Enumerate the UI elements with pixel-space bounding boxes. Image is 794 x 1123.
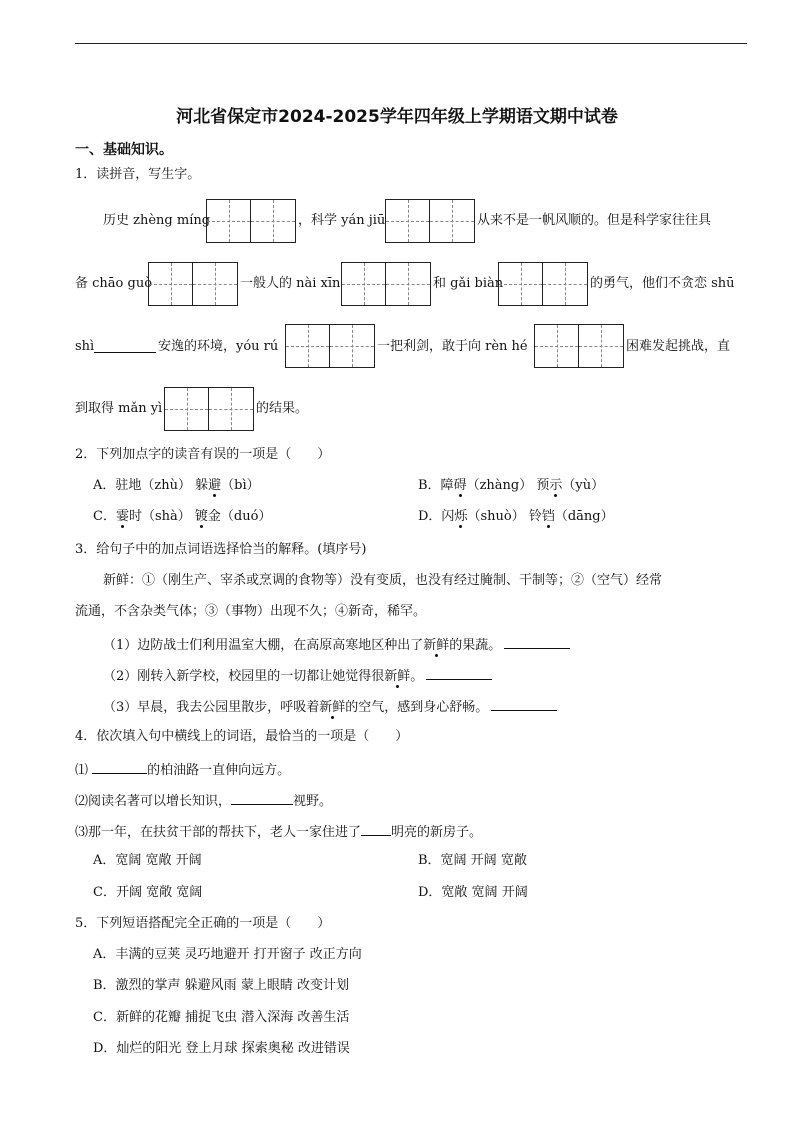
q1-text: 一把利剑，敢于向 rèn hé bbox=[377, 339, 528, 354]
q3-sentence-2: （2）刚转入新学校，校园里的一切都让她觉得很新鲜。 bbox=[103, 666, 492, 685]
q2-stem: 2．下列加点字的读音有误的一项是（ ） bbox=[75, 447, 331, 462]
q4-sentence-3: ⑶那一年，在扶贫干部的帮扶下，老人一家住进了 明亮的新房子。 bbox=[75, 822, 482, 841]
q1-text: 从来不是一帆风顺的。但是科学家往往具 bbox=[477, 213, 712, 228]
section-heading: 一、基础知识。 bbox=[75, 142, 173, 158]
answer-blank[interactable] bbox=[94, 339, 156, 358]
answer-blank[interactable] bbox=[426, 666, 492, 680]
q1-text: 安逸的环境，yóu rú bbox=[158, 339, 279, 354]
q5-option-d[interactable]: D．灿烂的阳光 登上月球 探索奥秘 改进错误 bbox=[93, 1041, 350, 1056]
q5-option-c[interactable]: C．新鲜的花瓣 捕捉飞虫 潜入深海 改善生活 bbox=[93, 1010, 350, 1025]
answer-blank[interactable] bbox=[231, 791, 293, 805]
answer-blank[interactable] bbox=[92, 760, 147, 774]
q3-definition: 新鲜：①（刚生产、宰杀或烹调的食物等）没有变质，也没有经过腌制、干制等；②（空气）经常 bbox=[103, 573, 663, 588]
q1-text: 的勇气，他们不贪恋 shū bbox=[590, 276, 735, 291]
char-grid-gaibian[interactable] bbox=[498, 262, 588, 306]
q4-sentence-2: ⑵阅读名著可以增长知识， 视野。 bbox=[75, 791, 332, 810]
q5-option-a[interactable]: A．丰满的豆荚 灵巧地避开 打开窗子 改正方向 bbox=[93, 947, 362, 962]
answer-blank[interactable] bbox=[491, 697, 557, 711]
q4-stem: 4．依次填入句中横线上的词语，最恰当的一项是（ ） bbox=[75, 729, 409, 744]
q1-text: 到取得 mǎn yì bbox=[75, 401, 163, 416]
q3-sentence-1: （1）边防战士们利用温室大棚，在高原高寒地区种出了新鲜的果蔬。 bbox=[103, 635, 570, 654]
q4-sentence-1: ⑴ 的柏油路一直伸向远方。 bbox=[75, 760, 290, 779]
q1-text: ，科学 yán jiū bbox=[298, 213, 386, 228]
q5-option-b[interactable]: B．激烈的掌声 躲避风雨 蒙上眼睛 改变计划 bbox=[93, 978, 349, 993]
q1-stem: 1．读拼音，写生字。 bbox=[75, 167, 201, 182]
answer-blank[interactable] bbox=[504, 635, 570, 649]
answer-blank[interactable] bbox=[361, 822, 391, 836]
q2-option-a[interactable]: A．驻地（zhù） 躲避（bì） bbox=[93, 478, 260, 493]
q3-definition: 流通，不含杂类气体；③（事物）出现不久；④新奇，稀罕。 bbox=[75, 604, 427, 619]
q1-text: 一般人的 nài xīn bbox=[240, 276, 341, 291]
q4-option-a[interactable]: A．宽阔 宽敞 开阔 bbox=[93, 853, 202, 868]
q4-option-b[interactable]: B．宽阔 开阔 宽敞 bbox=[418, 853, 527, 868]
char-grid-yanjiu[interactable] bbox=[385, 199, 475, 243]
q1-text: 困难发起挑战，直 bbox=[626, 339, 731, 354]
char-grid-youru[interactable] bbox=[285, 324, 375, 368]
q2-option-b[interactable]: B．障碍（zhàng） 预示（yù） bbox=[418, 478, 605, 493]
q2-option-c[interactable]: C．霎时（shà） 镀金（duó） bbox=[93, 509, 272, 524]
char-grid-zhengming[interactable] bbox=[206, 199, 296, 243]
q1-text: shì bbox=[75, 339, 95, 354]
q3-sentence-3: （3）早晨，我去公园里散步，呼吸着新鲜的空气，感到身心舒畅。 bbox=[103, 697, 557, 716]
char-grid-manyi[interactable] bbox=[164, 387, 254, 431]
q5-stem: 5．下列短语搭配完全正确的一项是（ ） bbox=[75, 916, 331, 931]
q2-option-d[interactable]: D．闪烁（shuò） 铃铛（dāng） bbox=[418, 509, 614, 524]
page-title: 河北省保定市2024-2025学年四年级上学期语文期中试卷 bbox=[176, 107, 618, 127]
q4-option-c[interactable]: C．开阔 宽敞 宽阔 bbox=[93, 885, 203, 900]
char-grid-renhe[interactable] bbox=[534, 324, 624, 368]
q3-stem: 3．给句子中的加点词语选择恰当的解释。(填序号) bbox=[75, 542, 367, 557]
char-grid-naixin[interactable] bbox=[341, 262, 431, 306]
q1-text: 历史 zhèng míng bbox=[103, 213, 211, 228]
char-grid-chaoguo[interactable] bbox=[148, 262, 238, 306]
q1-text: 备 chāo guò bbox=[75, 276, 153, 291]
q1-text: 的结果。 bbox=[256, 401, 309, 416]
q1-text: 和 gǎi biàn bbox=[433, 276, 504, 291]
q4-option-d[interactable]: D．宽敞 宽阔 开阔 bbox=[418, 885, 528, 900]
header-rule bbox=[75, 43, 747, 44]
